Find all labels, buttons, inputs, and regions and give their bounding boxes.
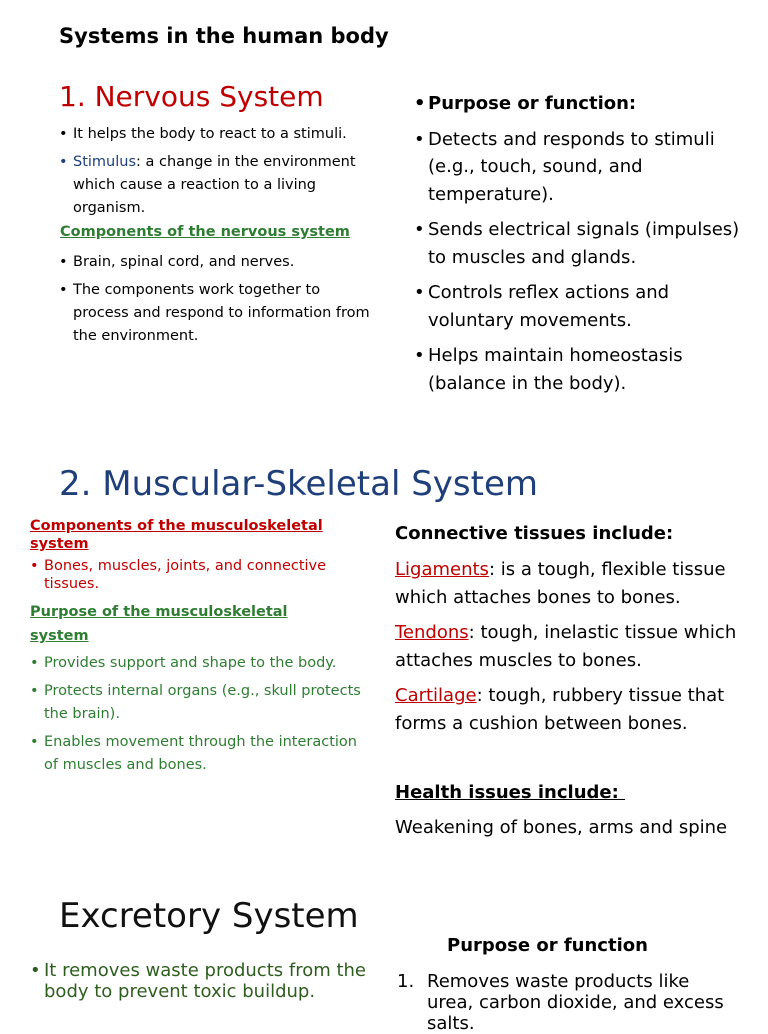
page-title: Systems in the human body [59, 24, 389, 48]
musculoskeletal-purpose-list [30, 652, 375, 782]
connective-tissues-heading: Connective tissues include: [395, 523, 674, 544]
list-item [59, 151, 379, 220]
list-item: • Detects and responds to stimuli (e.g., touch, sound, and temperature). [414, 126, 754, 209]
list-item: • Helps maintain homeostasis (balance in the body). [414, 342, 754, 397]
list-item: • Protects internal organs (e.g., skull protects the brain). [30, 680, 375, 726]
list-item: • The components work together to process and respond to information from the environment. [59, 279, 379, 348]
cartilage-term: Cartilage [395, 685, 477, 706]
list-text: Removes waste products like urea, carbon dioxide, and excess salts. [427, 971, 724, 1034]
list-item: • Enables movement through the interaction of muscles and bones. [30, 731, 375, 777]
health-issues-text: Weakening of bones, arms and spine [395, 817, 728, 838]
musculoskeletal-heading: 2. Muscular-Skeletal System [59, 464, 538, 504]
nervous-system-heading: 1. Nervous System [59, 80, 324, 113]
nervous-intro-list [59, 123, 379, 225]
list-number: 1. [397, 971, 415, 992]
list-item: • It removes waste products from the body to prevent toxic buildup. [30, 960, 370, 1002]
nervous-components-heading: Components of the nervous system [60, 224, 350, 240]
excretory-bullets [30, 960, 370, 1002]
cartilage-definition: : tough, rubbery tissue that forms a cushion between bones. [395, 685, 725, 734]
nervous-intro: It helps the body to react to a stimuli. [73, 126, 347, 142]
musculoskeletal-purpose-heading: Purpose of the musculoskeletal system [30, 604, 288, 644]
ligaments-term: Ligaments [395, 559, 489, 580]
list-item: • Sends electrical signals (impulses) to muscles and glands. [414, 216, 754, 271]
stimulus-term: Stimulus [73, 154, 137, 170]
nervous-purpose-heading: • Purpose or function: [414, 90, 754, 118]
connective-item-ligaments [395, 556, 760, 611]
stimulus-definition: : a change in the environment which cause a reaction to a living organism. [73, 154, 356, 216]
excretory-purpose-list [397, 971, 737, 1034]
nervous-purpose-list [414, 90, 754, 405]
list-item: • Brain, spinal cord, and nerves. [59, 251, 379, 274]
musculoskeletal-components-heading: Components of the musculoskeletal system [30, 518, 323, 552]
list-item [59, 123, 379, 146]
excretory-purpose-heading: Purpose or function [447, 935, 648, 956]
nervous-components-list [59, 251, 379, 353]
connective-item-cartilage [395, 682, 760, 737]
connective-item-tendons [395, 619, 760, 674]
health-issues-heading: Health issues include: [395, 782, 626, 803]
list-item: • Bones, muscles, joints, and connective tissues. [30, 557, 370, 593]
ligaments-definition: : is a tough, flexible tissue which attaches bones to bones. [395, 559, 726, 608]
list-item [397, 971, 737, 1034]
tendons-term: Tendons [395, 622, 469, 643]
list-item: • Provides support and shape to the body. [30, 652, 375, 675]
musculoskeletal-components-list [30, 557, 370, 593]
list-item: • Controls reflex actions and voluntary movements. [414, 279, 754, 334]
excretory-heading: Excretory System [59, 896, 359, 936]
tendons-definition: : tough, inelastic tissue which attaches muscles to bones. [395, 622, 737, 671]
